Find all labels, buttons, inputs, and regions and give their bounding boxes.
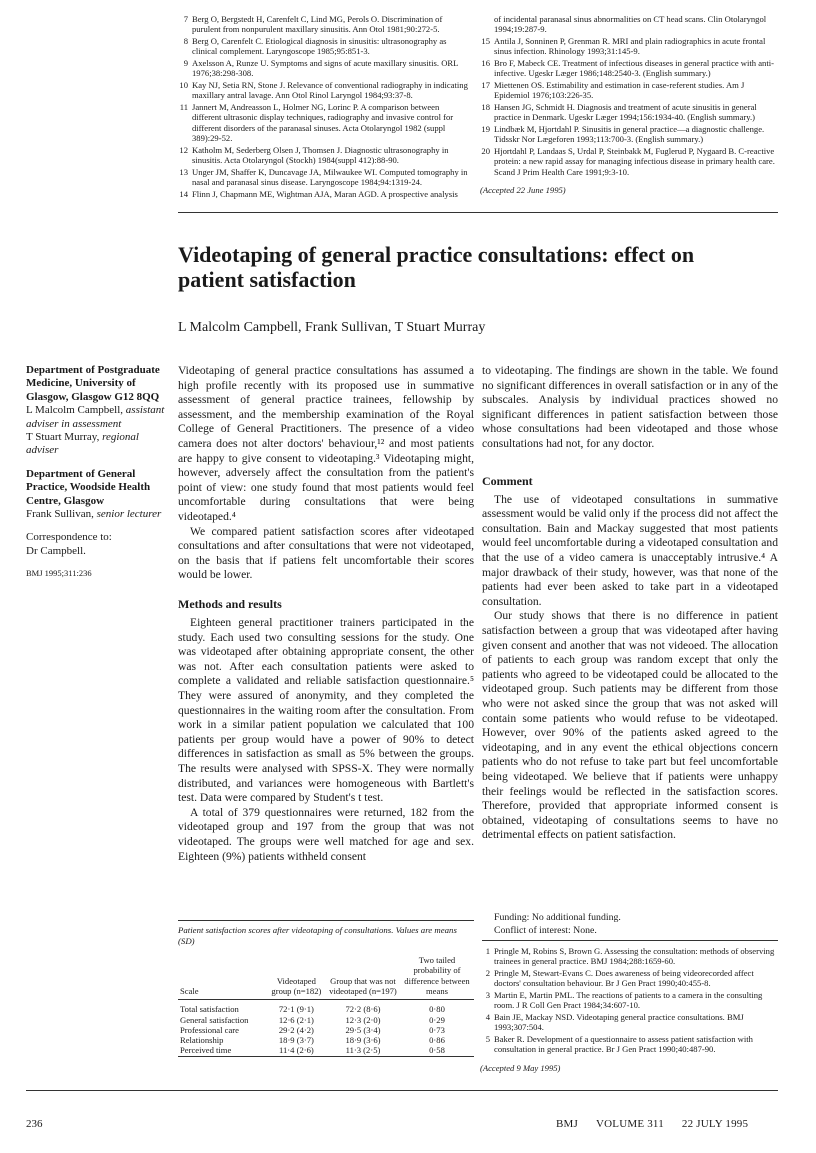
table-cell: 12·6 (2·1): [278, 1014, 314, 1025]
body-paragraph: We compared patient satisfaction scores after videotaped consultations and after consultations that were not videotaped, on the basis that if patiens felt uncomfortable their scores would be lower.: [178, 524, 474, 582]
table-cell: 18·9 (3·7): [278, 1035, 314, 1046]
author-name: T Stuart Murray,: [26, 431, 100, 444]
reference-item: of incidental paranasal sinus abnormalities on CT head scans. Clin Otolaryngol 1994;19:287-9.: [494, 14, 767, 35]
reference-item: 5 Baker R. Development of a questionnaire to assess patient satisfaction with consultation in general practice. Br J Gen Pract 1990;40:487-90.: [485, 1033, 753, 1055]
affiliation-block: [26, 364, 166, 458]
table-row: [178, 1025, 474, 1035]
results-table-block: [178, 920, 474, 1057]
table-header: Two tailed probability of difference between means: [404, 954, 470, 996]
table-cell: 0·29: [429, 1014, 445, 1025]
table-cell: 0·58: [429, 1045, 445, 1056]
table-cell: 12·3 (2·0): [345, 1014, 381, 1025]
reference-item: 15 Antila J, Sonninen P, Grenman R. MRI and plain radiographics in acute frontal sinus infection. Rhinology 1993;31:145-9.: [481, 35, 766, 57]
table-caption: Patient satisfaction scores after videotaping of consultations. Values are means (SD): [178, 920, 474, 947]
table-header: Scale: [180, 985, 199, 996]
author-name: L Malcolm Campbell,: [26, 404, 124, 417]
section-divider: [482, 940, 778, 941]
table-cell: 11·3 (2·5): [345, 1045, 381, 1056]
reference-item: 1 Pringle M, Robins S, Brown G. Assessing the consultation: methods of observing trainees in general practice. BMJ 1984;288:1659-60.: [485, 946, 775, 967]
reference-item: 7 Berg O, Bergstedt H, Carenfelt C, Lind MG, Perols O. Discrimination of purulent from nonpurulent maxillary sinusitis. Ann Otol 1981;90:272-5.: [183, 14, 443, 35]
table-cell: 0·73: [429, 1024, 445, 1035]
department-name: Department of Postgraduate Medicine, University of Glasgow, Glasgow G12 8QQ: [26, 364, 160, 403]
table-cell: 72·1 (9·1): [278, 1004, 314, 1015]
table-row: [178, 1000, 474, 1015]
body-paragraph: Eighteen general practitioner trainers participated in the study. Each used two consulting sessions for the study. One was videotaped after obtaining appropriate consent, the other was not. After each consultation patients were asked to complete a validated and reliable satisfaction questionnaire.⁵ They were assured of anonymity, and they completed the questionnaires in the waiting room after the consultation. From work in a similar patient population we calculated that 100 patients per group would have a power of 90% to detect differences in satisfaction as small as 5% between the groups. The results were analysed with SPSS-X. They were normally distributed, and variances were homogeneous with Bartlett's test. Data were compared by Student's t test.: [178, 616, 474, 805]
body-column-left: [178, 364, 474, 864]
funding-line: Funding: No additional funding.: [494, 912, 621, 923]
body-paragraph: A total of 379 questionnaires were returned, 182 from the videotaped group and 197 from the group that was not videotaped. The groups were well matched for age and sex. Eighteen (9%) patients withheld consent: [178, 805, 474, 863]
reference-item: 11 Jannert M, Andreasson L, Holmer NG, Lorinc P. A comparison between different ultrasonic display techniques, radiography and invasive control for different disorders of the paranasal sinuses. Acta Otolaryngol 1982 (suppl 389):29-52.: [179, 101, 454, 144]
reference-list-top-left: [178, 14, 468, 200]
table-header-row: [178, 955, 474, 1000]
table-cell: Professional care: [180, 1024, 239, 1035]
results-table: [178, 955, 474, 1057]
author-name: Frank Sullivan,: [26, 508, 94, 521]
department-name: Department of General Practice, Woodside Health Centre, Glasgow: [26, 467, 151, 507]
reference-item: 20 Hjortdahl P, Landaas S, Urdal P, Steinbakk M, Fuglerud P, Nygaard B. C-reactive protein: a new rapid assay for managing infectious disease in primary health care. Scand J Prim Health Care 1991;9:3-10.: [481, 145, 775, 177]
correspondence-name: Dr Campbell.: [26, 544, 86, 557]
table-cell: 72·2 (8·6): [345, 1004, 381, 1015]
journal-name: BMJ: [556, 1118, 578, 1130]
article-title: Videotaping of general practice consultations: effect on patient satisfaction: [178, 242, 695, 293]
body-paragraph: Videotaping of general practice consultations has assumed a high profile recently with its proposed use in summative assessment of general practice trainees, fellowship by assessment, and the membership examination of the Royal College of General Practitioners. The presence of a video camera does not alter doctors' behaviour,¹² and most patients are happy to give consent to videotaping.³ Videotaping might, however, adversely affect the consultation from the patient's point of view: one study found that most patients would feel uncomfortable during consultations that were being videotaped.⁴: [178, 364, 474, 523]
reference-item: 3 Martin E, Martin PML. The reactions of patients to a camera in the consulting room. J R Coll Gen Pract 1984;34:607-10.: [485, 989, 763, 1011]
table-row: [178, 1035, 474, 1045]
correspondence: [26, 531, 166, 558]
reference-item: 2 Pringle M, Stewart-Evans C. Does awareness of being videorecorded affect doctors' consultation behaviour. Br J Gen Pract 1990;40:455-8.: [485, 967, 754, 989]
table-cell: Relationship: [180, 1035, 224, 1046]
page-number: 236: [26, 1118, 43, 1130]
body-paragraph: to videotaping. The findings are shown in the table. We found no significant differences in overall satisfaction or in any of the subscales. Analysis by individual practices showed no significant differences in patient satisfaction between those whose consultations had been videotaped and those whose consultations had not, for any doctor.: [482, 364, 778, 450]
reference-item: 19 Lindbæk M, Hjortdahl P. Sinusitis in general practice—a diagnostic challenge. Tidsskr Nor Lægeforen 1993;113:700-3. (English summary.): [481, 123, 765, 145]
reference-item: 9 Axelsson A, Runze U. Symptoms and signs of acute maxillary sinusitis. ORL 1976;38:298-308.: [183, 57, 459, 79]
table-row: [178, 1015, 474, 1025]
body-paragraph: The use of videotaped consultations in summative assessment would be valid only if the process did not affect the consultation. Bain and Mackay suggested that most patients would feel uncomfortable during a videotaped consultation and that the use of a video camera is unacceptably intrusive.⁴ A major drawback of their study, however, was that none of the patients had ever been asked to take part in a videotaped consultation.: [482, 492, 778, 608]
table-cell: 29·2 (4·2): [278, 1024, 314, 1035]
author-role: senior lecturer: [96, 508, 162, 521]
section-heading: Comment: [482, 473, 533, 488]
accepted-date: (Accepted 22 June 1995): [480, 185, 566, 196]
reference-item: 8 Berg O, Carenfelt C. Etiological diagnosis in sinusitis: ultrasonography as clinical complement. Laryngoscope 1985;95:851-3.: [183, 35, 447, 57]
footer-divider: [26, 1090, 778, 1091]
funding-statement: [494, 912, 621, 937]
affiliation-sidebar: [26, 364, 166, 589]
author-role: regional adviser: [26, 431, 139, 457]
body-column-right: [482, 364, 778, 843]
body-paragraph: Our study shows that there is no difference in patient satisfaction between a group that was videotaped after having given consent and another that was not videoed. The allocation of patients to each group was random except that only the patients who agreed to be videotaped could be allocated to the videotaped group. Such patients may be different from those who were not asked since the group that was not asked will contain some patients who would refuse to be videotaped. However, over 90% of the patients asked agreed to the videotaping, and in any event the ethical objections concern patients who do not refuse to take part but feel uncomfortable being videotaped. We believe that if patients were unhappy their feelings would be reflected in the satisfaction scores. Therefore, provided that appropriate informed consent is obtained, videotaping of consultations seems to have no detrimental effects on patient satisfaction.: [482, 609, 778, 842]
table-cell: 11·4 (2·6): [279, 1045, 314, 1056]
journal-volume: VOLUME 311: [596, 1118, 664, 1130]
reference-item: 13 Unger JM, Shaffer K, Duncavage JA, Milwaukee WI. Computed tomography in nasal and paranasal sinus disease. Laryngoscope 1984;94:1319-24.: [179, 166, 468, 188]
reference-item: 4 Bain JE, Mackay NSD. Videotaping general practice consultations. BMJ 1993;307:504.: [485, 1011, 744, 1033]
table-cell: Total satisfaction: [180, 1004, 239, 1015]
table-cell: 0·80: [429, 1004, 445, 1015]
table-cell: Perceived time: [180, 1045, 232, 1056]
section-heading: Methods and results: [178, 596, 282, 611]
reference-list-top-right: [480, 14, 778, 196]
table-row: [178, 1045, 474, 1056]
section-divider: [178, 212, 778, 213]
author-line: L Malcolm Campbell, Frank Sullivan, T Stuart Murray: [178, 320, 486, 335]
table-cell: 0·86: [429, 1035, 445, 1046]
reference-item: 10 Kay NJ, Setia RN, Stone J. Relevance of conventional radiography in indicating maxillary antral lavage. Ann Otol Rinol Laryngol 1984;93:37-8.: [179, 79, 468, 101]
reference-item: 12 Katholm M, Sederberg Olsen J, Thomsen J. Diagnostic ultrasonography in sinusitis. Acta Otolaryngol (Stockh) 1984(suppl 412):88-90.: [179, 144, 449, 166]
table-header: Videotaped group (n=182): [271, 975, 322, 996]
table-cell: General satisfaction: [180, 1014, 249, 1025]
table-cell: 29·5 (3·4): [345, 1024, 381, 1035]
correspondence-label: Correspondence to:: [26, 531, 112, 544]
affiliation-block: [26, 468, 166, 522]
table-cell: 18·9 (3·6): [345, 1035, 381, 1046]
journal-date: 22 JULY 1995: [681, 1118, 749, 1130]
conflict-line: Conflict of interest: None.: [494, 924, 597, 936]
journal-citation: BMJ 1995;311:236: [26, 568, 92, 579]
table-header: Group that was not videotaped (n=197): [329, 975, 397, 996]
reference-item: 18 Hansen JG, Schmidt H. Diagnosis and treatment of acute sinusitis in general practice in Denmark. Ugeskr Læger 1994;156:1934-40. (English summary.): [481, 101, 757, 123]
reference-item: 17 Miettenen OS. Estimability and estimation in case-referent studies. Am J Epidemiol 1976;103:226-35.: [481, 79, 745, 101]
reference-item: 16 Bro F, Mabeck CE. Treatment of infectious diseases in general practice with anti-infective. Ugeskr Læger 1986;148:2540-3. (English summary.): [481, 57, 774, 79]
reference-item: 14 Flinn J, Chapmann ME, Wightman AJA, Maran AGD. A prospective analysis: [179, 188, 458, 199]
accepted-date: (Accepted 9 May 1995): [480, 1062, 561, 1073]
reference-list-bottom: [480, 946, 778, 1073]
author-role: assistant adviser in assessment: [26, 404, 165, 430]
journal-footer: [556, 1118, 748, 1130]
